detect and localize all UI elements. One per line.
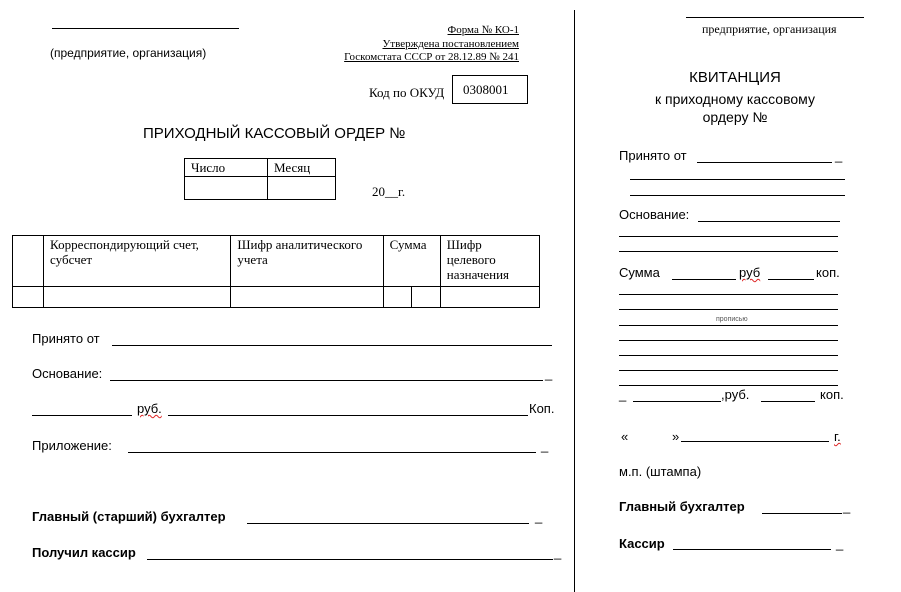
attachment-label: Приложение:	[32, 438, 112, 453]
table-col-account: Корреспондирующий счет, субсчет	[44, 236, 231, 287]
date-col-day: Число	[185, 159, 268, 177]
receipt-received-line	[697, 162, 832, 163]
receipt-enterprise-caption: предприятие, организация	[702, 22, 837, 36]
table-col-blank	[13, 236, 44, 287]
approved-text: Утверждена постановлением	[382, 38, 519, 50]
date-col-month: Месяц	[268, 159, 336, 177]
receipt-amount-rub: ,руб.	[721, 387, 750, 402]
receipt-sum-label: Сумма	[619, 265, 660, 280]
form-number: Форма № КО-1	[447, 24, 519, 36]
receipt-stamp: м.п. (штампа)	[619, 464, 702, 479]
table-col-analytic: Шифр аналитического учета	[231, 236, 383, 287]
table-cell	[231, 287, 383, 308]
chief-accountant-tail: _	[535, 509, 543, 524]
attachment-line	[128, 452, 536, 453]
receipt-chief-accountant-tail: _	[843, 499, 851, 514]
receipt-basis-line-2	[619, 236, 838, 237]
cut-divider	[574, 10, 575, 592]
receipt-amount-kop: коп.	[820, 387, 844, 402]
enterprise-caption: (предприятие, организация)	[50, 46, 207, 60]
table-cell	[412, 287, 441, 308]
attachment-tail: _	[541, 438, 549, 453]
receipt-enterprise-line	[686, 17, 864, 18]
basis-line	[110, 380, 543, 381]
date-cell-day	[185, 177, 268, 200]
receipt-amount-kop-line	[761, 401, 815, 402]
basis-tail: _	[545, 366, 553, 381]
receipt-received-tail: _	[835, 148, 843, 163]
receipt-words-line-4	[619, 340, 838, 341]
receipt-cashier-label: Кассир	[619, 536, 665, 551]
receipt-basis-line	[698, 221, 840, 222]
receipt-title: КВИТАНЦИЯ	[689, 69, 781, 86]
enterprise-line	[52, 28, 239, 29]
okud-label: Код по ОКУД	[369, 85, 445, 100]
receipt-amount-prefix: _	[619, 387, 627, 402]
receipt-received-line-3	[630, 195, 845, 196]
rub-amount-line	[32, 415, 132, 416]
table-col-sum: Сумма	[383, 236, 440, 287]
kop-amount-line	[168, 415, 528, 416]
received-from-line	[112, 345, 552, 346]
okud-code-box	[452, 75, 528, 104]
receipt-sum-rub-line	[672, 279, 736, 280]
receipt-basis-label: Основание:	[619, 207, 690, 222]
receipt-quote-close: »	[672, 429, 680, 444]
table-col-purpose: Шифр целевого назначения	[440, 236, 539, 287]
cashier-received-line	[147, 559, 553, 560]
date-cell-month	[268, 177, 336, 200]
rub-label: руб.	[137, 401, 162, 416]
order-title: ПРИХОДНЫЙ КАССОВЫЙ ОРДЕР №	[143, 125, 406, 142]
receipt-chief-accountant-line	[762, 513, 842, 514]
receipt-cashier-line	[673, 549, 831, 550]
receipt-subtitle-1: к приходному кассовому	[655, 91, 815, 107]
chief-accountant-line	[247, 523, 529, 524]
main-table	[12, 235, 540, 308]
table-cell	[440, 287, 539, 308]
receipt-sum-kop-line	[768, 279, 814, 280]
okud-code: 0308001	[463, 82, 509, 97]
chief-accountant-label: Главный (старший) бухгалтер	[32, 509, 226, 524]
receipt-year-suffix: г.	[834, 429, 841, 444]
receipt-words-line-3	[619, 325, 838, 326]
date-table	[184, 158, 336, 200]
receipt-chief-accountant-label: Главный бухгалтер	[619, 499, 745, 514]
cashier-received-label: Получил кассир	[32, 545, 136, 560]
receipt-words-line-5	[619, 355, 838, 356]
receipt-sum-kop: коп.	[816, 265, 840, 280]
table-cell	[44, 287, 231, 308]
receipt-quote-open: «	[621, 429, 629, 444]
receipt-date-line	[681, 441, 829, 442]
receipt-subtitle-2: ордеру №	[702, 109, 768, 125]
receipt-amount-rub-line	[633, 401, 721, 402]
receipt-cashier-tail: _	[836, 536, 844, 551]
receipt-received-line-2	[630, 179, 845, 180]
goskomstat-text: Госкомстата СССР от 28.12.89 № 241	[344, 51, 519, 63]
receipt-words-line-7	[619, 385, 838, 386]
cashier-received-tail: _	[554, 545, 562, 560]
receipt-words-line-1	[619, 294, 838, 295]
year-field: 20__г.	[372, 184, 406, 199]
basis-label: Основание:	[32, 366, 103, 381]
table-cell	[13, 287, 44, 308]
receipt-words-line-6	[619, 370, 838, 371]
receipt-words-line-2	[619, 309, 838, 310]
received-from-label: Принято от	[32, 331, 100, 346]
receipt-sum-rub: руб	[739, 265, 761, 280]
receipt-basis-line-3	[619, 251, 838, 252]
kop-label: Коп.	[529, 401, 555, 416]
table-cell	[383, 287, 412, 308]
receipt-received-label: Принято от	[619, 148, 687, 163]
receipt-in-words: прописью	[716, 316, 748, 323]
